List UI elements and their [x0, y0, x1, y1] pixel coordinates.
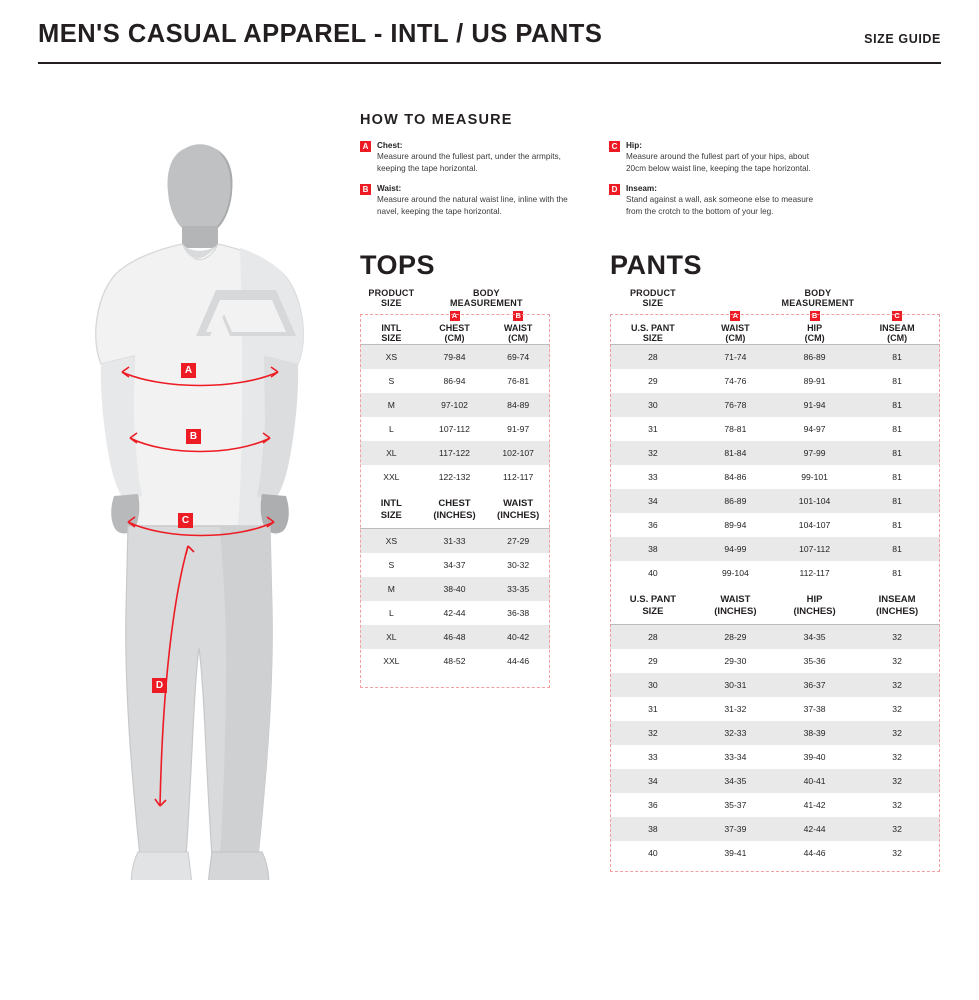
table-row	[360, 393, 550, 417]
cell: 29-30	[724, 656, 747, 667]
cell: 37-38	[803, 704, 826, 715]
page-title: MEN'S CASUAL APPAREL - INTL / US PANTS	[38, 20, 603, 48]
cell: 91-94	[775, 393, 854, 417]
table-row	[360, 553, 550, 577]
cell: 81	[854, 489, 940, 513]
cell: 28	[610, 345, 696, 370]
cell: 81	[892, 376, 902, 387]
cell: 34-35	[696, 769, 775, 793]
cell: 31-33	[423, 529, 487, 554]
pants-size-table	[610, 288, 940, 865]
cell: XXL	[383, 472, 400, 483]
cell: 30	[610, 673, 696, 697]
table-row	[360, 345, 550, 370]
cell: 97-102	[423, 393, 487, 417]
cell: 46-48	[423, 625, 487, 649]
pants-badge-b: B	[810, 311, 820, 321]
table-row	[360, 441, 550, 465]
table-row	[610, 673, 940, 697]
cell: 81-84	[696, 441, 775, 465]
cell: XS	[360, 345, 423, 370]
cell: 34	[610, 489, 696, 513]
table-row	[610, 417, 940, 441]
figure-badge-b: B	[186, 429, 201, 444]
measure-label-chest: Chest:	[377, 141, 403, 150]
tops-size-table	[360, 288, 550, 673]
measure-text-hip: Measure around the fullest part of your hips, about 20cm below waist line, keeping the tape horizontal.	[626, 152, 811, 173]
how-to-measure-item	[609, 183, 824, 217]
cell: 112-117	[799, 568, 830, 579]
tops-header-waist-in: WAIST (INCHES)	[486, 489, 550, 528]
tops-group-body-measurement: BODY MEASUREMENT	[449, 288, 523, 309]
cell: 38	[610, 817, 696, 841]
cell: 32	[610, 441, 696, 465]
cell: 107-112	[775, 537, 854, 561]
pants-badge-c: C	[892, 311, 902, 321]
cell: 112-117	[503, 472, 534, 483]
cell: 28	[610, 625, 696, 650]
cell: 41-42	[803, 800, 826, 811]
table-row	[610, 561, 940, 585]
table-row	[610, 841, 940, 865]
cell: 86-89	[775, 345, 854, 370]
how-to-measure-section	[360, 112, 940, 226]
tops-badge-b: B	[513, 311, 523, 321]
table-row	[610, 721, 940, 745]
tops-section-title: TOPS	[360, 250, 436, 280]
cell: 40-42	[486, 625, 550, 649]
table-row	[360, 625, 550, 649]
cell: 27-29	[486, 529, 550, 554]
cell: 39-40	[803, 752, 826, 763]
cell: 32	[892, 800, 902, 811]
tops-group-product-size: PRODUCT SIZE	[368, 288, 415, 309]
pants-header-waist-in: WAIST (INCHES)	[696, 585, 775, 624]
figure-badge-c: C	[178, 513, 193, 528]
table-row	[610, 697, 940, 721]
cell: L	[388, 424, 394, 435]
cell: 71-74	[696, 345, 775, 370]
table-row	[610, 345, 940, 370]
size-guide-label: SIZE GUIDE	[864, 31, 941, 46]
cell: 38	[610, 537, 696, 561]
table-row	[360, 465, 550, 489]
cell: 94-99	[696, 537, 775, 561]
cell: XS	[360, 529, 423, 554]
cell: 48-52	[443, 656, 466, 667]
cell: 89-91	[803, 376, 826, 387]
tops-header-chest-in: CHEST (INCHES)	[423, 489, 487, 528]
tops-header-waist-cm: WAIST (CM)	[486, 323, 550, 345]
cell: 33	[648, 472, 658, 483]
cell: 28-29	[696, 625, 775, 650]
pants-header-us-size-in: U.S. PANT SIZE	[610, 585, 696, 624]
cell: 31-32	[724, 704, 747, 715]
pants-badge-a: A	[730, 311, 740, 321]
cell: 35-36	[803, 656, 826, 667]
table-row	[360, 369, 550, 393]
cell: 74-76	[724, 376, 747, 387]
cell: 81	[892, 424, 902, 435]
cell: 69-74	[486, 345, 550, 370]
cell: 81	[892, 568, 902, 579]
how-to-measure-item	[360, 183, 575, 217]
cell: 30-32	[507, 560, 530, 571]
cell: 36	[648, 520, 658, 531]
measure-text-chest: Measure around the fullest part, under the armpits, keeping the tape horizontal.	[377, 152, 561, 173]
pants-section-title: PANTS	[610, 250, 703, 280]
table-row	[360, 417, 550, 441]
table-row	[610, 769, 940, 793]
cell: S	[388, 560, 395, 571]
cell: 107-112	[439, 424, 470, 435]
how-to-measure-item	[360, 140, 575, 174]
cell: 42-44	[775, 817, 854, 841]
measure-text-inseam: Stand against a wall, ask someone else to measure from the crotch to the bottom of your leg.	[626, 195, 814, 216]
measure-badge-a: A	[360, 141, 371, 152]
table-row	[610, 745, 940, 769]
cell: 76-78	[696, 393, 775, 417]
header-divider	[38, 62, 941, 64]
cell: 91-97	[507, 424, 530, 435]
cell: 32	[892, 656, 902, 667]
table-row	[610, 513, 940, 537]
cell: 81	[892, 472, 902, 483]
cell: L	[388, 608, 394, 619]
cell: 39-41	[724, 848, 747, 859]
cell: 30-31	[696, 673, 775, 697]
pants-header-inseam-cm: INSEAM (CM)	[854, 323, 940, 345]
table-row	[360, 601, 550, 625]
cell: 31	[648, 424, 658, 435]
table-row	[610, 393, 940, 417]
cell: 34-35	[775, 625, 854, 650]
table-row	[610, 465, 940, 489]
cell: 44-46	[507, 656, 530, 667]
cell: 81	[854, 345, 940, 370]
table-row	[360, 577, 550, 601]
cell: 32	[892, 752, 902, 763]
measure-badge-b: B	[360, 184, 371, 195]
cell: 29	[648, 656, 658, 667]
figure-badge-d: D	[152, 678, 167, 693]
pants-group-body-measurement: BODY MEASUREMENT	[781, 288, 855, 309]
cell: 34	[610, 769, 696, 793]
cell: 76-81	[507, 376, 530, 387]
cell: 101-104	[775, 489, 854, 513]
cell: 37-39	[696, 817, 775, 841]
table-row	[610, 489, 940, 513]
cell: 32	[892, 848, 902, 859]
pants-table-wrapper	[610, 288, 940, 865]
cell: 94-97	[803, 424, 826, 435]
tops-header-intl-size: INTL SIZE	[360, 323, 423, 345]
pants-header-hip-in: HIP (INCHES)	[775, 585, 854, 624]
measure-label-waist: Waist:	[377, 183, 402, 193]
cell: 86-89	[696, 489, 775, 513]
pants-header-inseam-in: INSEAM (INCHES)	[854, 585, 940, 624]
cell: 32	[854, 721, 940, 745]
cell: 84-89	[486, 393, 550, 417]
table-row	[610, 625, 940, 650]
cell: 102-107	[486, 441, 550, 465]
cell: 36	[648, 800, 658, 811]
measure-badge-d: D	[609, 184, 620, 195]
cell: 40-41	[775, 769, 854, 793]
cell: M	[360, 577, 423, 601]
cell: 81	[892, 520, 902, 531]
cell: 35-37	[724, 800, 747, 811]
table-row	[610, 441, 940, 465]
cell: 81	[854, 393, 940, 417]
cell: 99-104	[722, 568, 749, 579]
cell: 32	[854, 625, 940, 650]
cell: 33-35	[486, 577, 550, 601]
cell: 42-44	[443, 608, 466, 619]
pants-header-hip-cm: HIP (CM)	[775, 323, 854, 345]
table-row	[610, 537, 940, 561]
how-to-measure-item	[609, 140, 824, 174]
measure-text-waist: Measure around the natural waist line, inline with the navel, keeping the tape horizontal.	[377, 195, 568, 216]
cell: 38-39	[775, 721, 854, 745]
tops-header-chest-cm: CHEST (CM)	[423, 323, 487, 345]
cell: 89-94	[724, 520, 747, 531]
cell: 33	[648, 752, 658, 763]
table-row	[610, 369, 940, 393]
tops-badge-a: A	[450, 311, 460, 321]
table-row	[610, 649, 940, 673]
how-to-measure-title: HOW TO MEASURE	[360, 112, 513, 128]
pants-group-product-size: PRODUCT SIZE	[629, 288, 676, 309]
cell: 32	[854, 673, 940, 697]
cell: 30	[610, 393, 696, 417]
cell: 81	[854, 537, 940, 561]
cell: 32	[610, 721, 696, 745]
tops-header-intl-size-in: INTL SIZE	[360, 489, 423, 528]
cell: 40	[648, 848, 658, 859]
cell: 122-132	[438, 472, 471, 483]
cell: XXL	[383, 656, 400, 667]
cell: 86-94	[443, 376, 466, 387]
cell: 32-33	[696, 721, 775, 745]
how-to-measure-column-right	[609, 140, 824, 226]
cell: 36-37	[775, 673, 854, 697]
cell: 38-40	[423, 577, 487, 601]
table-row	[360, 649, 550, 673]
cell: 97-99	[775, 441, 854, 465]
cell: XL	[360, 441, 423, 465]
cell: 29	[648, 376, 658, 387]
cell: 79-84	[423, 345, 487, 370]
cell: 32	[854, 817, 940, 841]
cell: 33-34	[724, 752, 747, 763]
cell: 36-38	[507, 608, 530, 619]
how-to-measure-column-left	[360, 140, 575, 226]
table-row	[610, 793, 940, 817]
table-row	[610, 817, 940, 841]
measure-badge-c: C	[609, 141, 620, 152]
cell: 84-86	[724, 472, 747, 483]
cell: S	[388, 376, 395, 387]
cell: 44-46	[803, 848, 826, 859]
cell: 32	[854, 769, 940, 793]
cell: 104-107	[798, 520, 831, 531]
cell: 32	[892, 704, 902, 715]
figure-badge-a: A	[181, 363, 196, 378]
pants-header-waist-cm: WAIST (CM)	[696, 323, 775, 345]
cell: 31	[648, 704, 658, 715]
mannequin-illustration	[70, 140, 330, 880]
page-header	[38, 22, 941, 48]
cell: XL	[360, 625, 423, 649]
cell: 40	[648, 568, 658, 579]
table-row	[360, 529, 550, 554]
tops-table-wrapper	[360, 288, 550, 673]
cell: 81	[854, 441, 940, 465]
measure-label-hip: Hip:	[626, 141, 642, 150]
cell: 78-81	[724, 424, 747, 435]
measure-label-inseam: Inseam:	[626, 183, 657, 193]
cell: 34-37	[443, 560, 466, 571]
cell: M	[360, 393, 423, 417]
cell: 99-101	[801, 472, 828, 483]
cell: 117-122	[423, 441, 487, 465]
pants-header-us-size: U.S. PANT SIZE	[610, 323, 696, 345]
